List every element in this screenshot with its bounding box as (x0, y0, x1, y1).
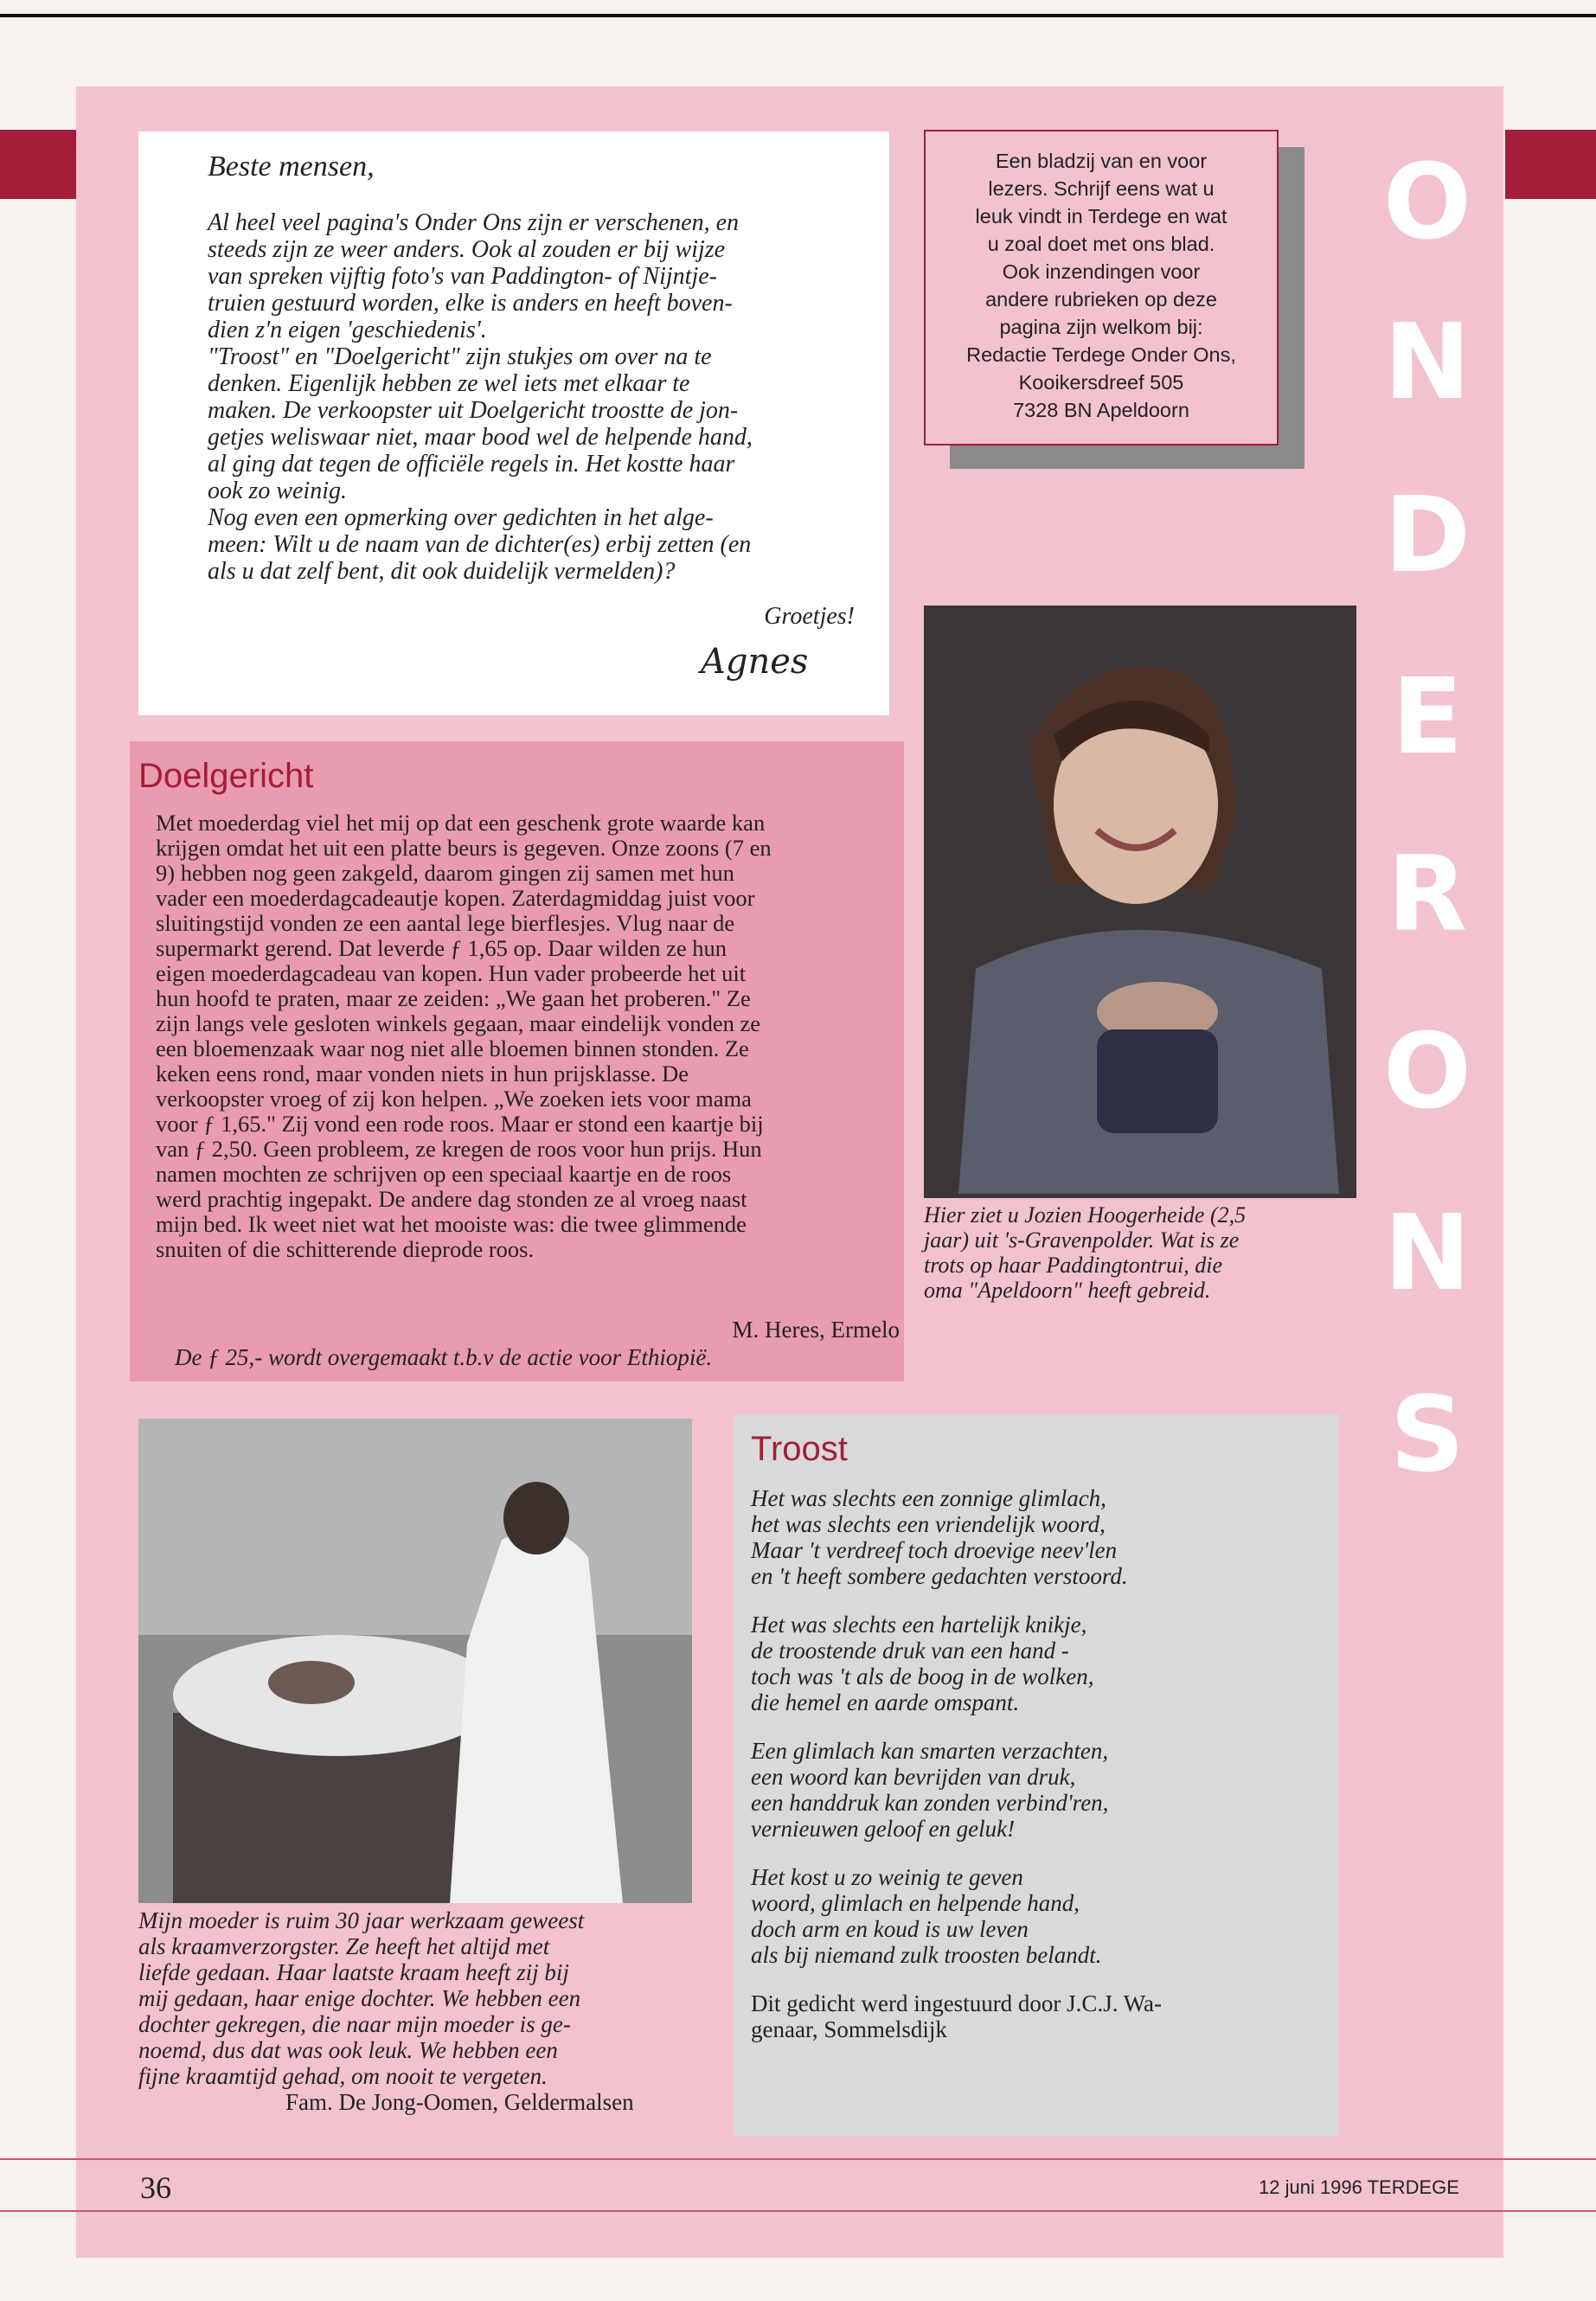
poem-line: doch arm en koud is uw leven (751, 1916, 1029, 1942)
poem-line: Het kost u zo weinig te geven (751, 1864, 1023, 1890)
doelgericht-line: een bloemenzaak waar nog niet alle bloemen binnen stonden. Ze (156, 1035, 749, 1061)
poem-line: het was slechts een vriendelijk woord, (751, 1511, 1106, 1537)
intro-line: dien z'n eigen 'geschiedenis'. (208, 317, 487, 343)
doelgericht-line: verkoopster vroeg of zij kon helpen. „We zoeken iets voor mama (156, 1086, 752, 1112)
page-number: 36 (140, 2170, 171, 2205)
caption-line: Mijn moeder is ruim 30 jaar werkzaam geweest (138, 1907, 585, 1933)
doelgericht-note: De ƒ 25,- wordt overgemaakt t.b.v de actie voor Ethiopië. (175, 1344, 713, 1370)
intro-line: ook zo weinig. (208, 478, 347, 504)
intro-line: "Troost" en "Doelgericht" zijn stukjes om over na te (208, 343, 712, 370)
doelgericht-line: vader een moederdagcadeautje kopen. Zaterdagmiddag juist voor (156, 885, 755, 911)
nurse-photo (138, 1419, 692, 1903)
caption-line: fijne kraamtijd gehad, om nooit te vergeten. (138, 2063, 548, 2089)
caption-line: Hier ziet u Jozien Hoogerheide (2,5 (924, 1202, 1247, 1227)
poem-line: als bij niemand zulk troosten belandt. (751, 1942, 1102, 1968)
doelgericht-line: zijn langs vele gesloten winkels gegaan, maar eindelijk vonden ze (156, 1010, 761, 1036)
doelgericht-box (130, 741, 904, 1381)
nurse-caption-author: Fam. De Jong-Oomen, Geldermalsen (285, 2089, 634, 2115)
doelgericht-line: namen mochten ze schrijven op een speciaal kaartje en de roos (156, 1161, 732, 1187)
info-line: u zoal doet met ons blad. (987, 233, 1215, 255)
intro-line: maken. De verkoopster uit Doelgericht troostte de jon- (208, 397, 739, 424)
info-line: pagina zijn welkom bij: (999, 316, 1203, 338)
footer-date-magazine: 12 juni 1996 TERDEGE (1259, 2176, 1459, 2198)
girl-photo (924, 606, 1356, 1198)
intro-closing: Groetjes! (764, 603, 855, 630)
doelgericht-line: hun hoofd te praten, maar ze zeiden: „We gaan het proberen." Ze (156, 985, 751, 1011)
side-title-letter: D (1384, 476, 1471, 596)
doelgericht-line: eigen moederdagcadeau van kopen. Hun vader probeerde het uit (156, 960, 747, 986)
intro-line: meen: Wilt u de naam van de dichter(es) erbij zetten (en (208, 531, 752, 558)
info-line: andere rubrieken op deze (985, 288, 1217, 311)
poem-stanza (751, 1485, 1330, 1589)
info-line: Ook inzendingen voor (1002, 260, 1201, 283)
info-line: Kooikersdreef 505 (1018, 371, 1184, 394)
caption-line: trots op haar Paddingtontrui, die (924, 1253, 1222, 1278)
intro-line: denken. Eigenlijk hebben ze wel iets met elkaar te (208, 370, 690, 397)
intro-line: steeds zijn ze weer anders. Ook al zouden er bij wijze (208, 236, 726, 263)
footer-rule-bottom (0, 2210, 1596, 2212)
info-line: Redactie Terdege Onder Ons, (966, 343, 1236, 366)
doelgericht-body (156, 811, 900, 1262)
doelgericht-line: keken eens rond, maar vonden niets in hun prijsklasse. De (156, 1061, 689, 1086)
left-red-bar (0, 130, 76, 199)
caption-line: mij gedaan, haar enige dochter. We hebben een (138, 1985, 581, 2011)
side-title-letter: S (1389, 1375, 1465, 1496)
doelgericht-line: krijgen omdat het uit een platte beurs is gegeven. Onze zoons (7 en (156, 835, 772, 861)
poem-stanza (751, 1864, 1330, 1968)
troost-poem (751, 1485, 1330, 2042)
poem-line: Een glimlach kan smarten verzachten, (751, 1738, 1109, 1764)
poem-line: Maar 't verdreef toch droevige neev'len (751, 1537, 1118, 1563)
poem-line: toch was 't als de boog in de wolken, (751, 1663, 1094, 1689)
troost-title: Troost (751, 1430, 848, 1468)
top-rule (0, 14, 1596, 17)
right-red-bar (1505, 130, 1596, 199)
caption-line: als kraamverzorgster. Ze heeft het altijd met (138, 1933, 550, 1959)
side-title-letter: N (1383, 1194, 1471, 1314)
poem-line: Het was slechts een hartelijk knikje, (751, 1612, 1087, 1638)
info-line: lezers. Schrijf eens wat u (988, 177, 1215, 200)
nurse-photo-caption (138, 1907, 692, 2115)
side-title-letter: N (1383, 303, 1471, 423)
poem-line: Het was slechts een zonnige glimlach, (751, 1485, 1106, 1511)
credit-line: genaar, Sommelsdijk (751, 2016, 947, 2042)
doelgericht-line: sluitingstijd vonden ze een aantal lege bierflesjes. Vlug naar de (156, 910, 735, 936)
girl-photo-image (924, 606, 1356, 1198)
poem-line: een handdruk kan zonden verbind'ren, (751, 1790, 1109, 1816)
caption-line: oma "Apeldoorn" heeft gebreid. (924, 1278, 1211, 1303)
poem-line: vernieuwen geloof en geluk! (751, 1816, 1016, 1842)
troost-box (734, 1414, 1339, 2137)
info-box-text (926, 147, 1277, 424)
doelgericht-line: van ƒ 2,50. Geen probleem, ze kregen de roos voor hun prijs. Hun (156, 1136, 762, 1162)
side-title-letter: O (1382, 143, 1471, 263)
caption-line: noemd, dus dat was ook leuk. We hebben een (138, 2037, 558, 2063)
doelgericht-line: mijn bed. Ik weet niet wat het mooiste was: die twee glimmende (156, 1211, 747, 1237)
poem-line: die hemel en aarde omspant. (751, 1689, 1020, 1715)
doelgericht-line: snuiten of die schitterende dieprode roos. (156, 1236, 535, 1262)
caption-line: dochter gekregen, die naar mijn moeder is ge- (138, 2011, 571, 2037)
doelgericht-line: werd prachtig ingepakt. De andere dag stonden ze al vroeg naast (156, 1186, 747, 1212)
intro-body (208, 209, 882, 585)
poem-stanza (751, 1612, 1330, 1715)
troost-credit (751, 1990, 1330, 2042)
doelgericht-author: M. Heres, Ermelo (732, 1317, 900, 1343)
doelgericht-line: Met moederdag viel het mij op dat een geschenk grote waarde kan (156, 810, 766, 836)
intro-line: truien gestuurd worden, elke is anders en heeft boven- (208, 290, 733, 317)
intro-line: als u dat zelf bent, dit ook duidelijk vermelden)? (208, 558, 676, 585)
doelgericht-title: Doelgericht (138, 757, 314, 795)
poem-line: een woord kan bevrijden van druk, (751, 1764, 1076, 1790)
poem-line: en 't heeft sombere gedachten verstoord. (751, 1563, 1128, 1589)
nurse-photo-image (138, 1419, 692, 1903)
doelgericht-line: voor ƒ 1,65." Zij vond een rode roos. Maar er stond een kaartje bij (156, 1111, 764, 1137)
credit-line: Dit gedicht werd ingestuurd door J.C.J. Wa- (751, 1990, 1163, 2016)
info-box (924, 130, 1279, 445)
doelgericht-line: 9) hebben nog geen zakgeld, daarom gingen zij samen met hun (156, 860, 734, 886)
intro-letter-box (138, 131, 889, 715)
intro-salutation: Beste mensen, (208, 151, 375, 183)
poem-line: de troostende druk van een hand - (751, 1638, 1069, 1663)
footer-rule-top (0, 2158, 1596, 2160)
side-title-letter: O (1382, 1012, 1471, 1132)
side-title-letter: R (1387, 835, 1468, 955)
poem-line: woord, glimlach en helpende hand, (751, 1890, 1080, 1916)
info-line: Een bladzij van en voor (995, 150, 1208, 172)
info-line: leuk vindt in Terdege en wat (975, 205, 1227, 228)
caption-line: liefde gedaan. Haar laatste kraam heeft zij bij (138, 1959, 569, 1985)
info-line: 7328 BN Apeldoorn (1013, 399, 1189, 421)
girl-photo-caption (924, 1202, 1348, 1303)
intro-line: Nog even een opmerking over gedichten in het alge- (208, 504, 714, 531)
signature: Agnes (701, 642, 809, 682)
intro-line: al ging dat tegen de officiële regels in. Het kostte haar (208, 451, 735, 478)
intro-line: getjes weliswaar niet, maar bood wel de helpende hand, (208, 424, 753, 451)
doelgericht-line: supermarkt gerend. Dat leverde ƒ 1,65 op. Daar wilden ze hun (156, 935, 727, 961)
intro-line: van spreken vijftig foto's van Paddington- of Nijntje- (208, 263, 717, 290)
side-title-letter: E (1392, 657, 1463, 778)
intro-line: Al heel veel pagina's Onder Ons zijn er verschenen, en (208, 209, 740, 236)
caption-line: jaar) uit 's-Gravenpolder. Wat is ze (924, 1227, 1240, 1253)
poem-stanza (751, 1738, 1330, 1842)
